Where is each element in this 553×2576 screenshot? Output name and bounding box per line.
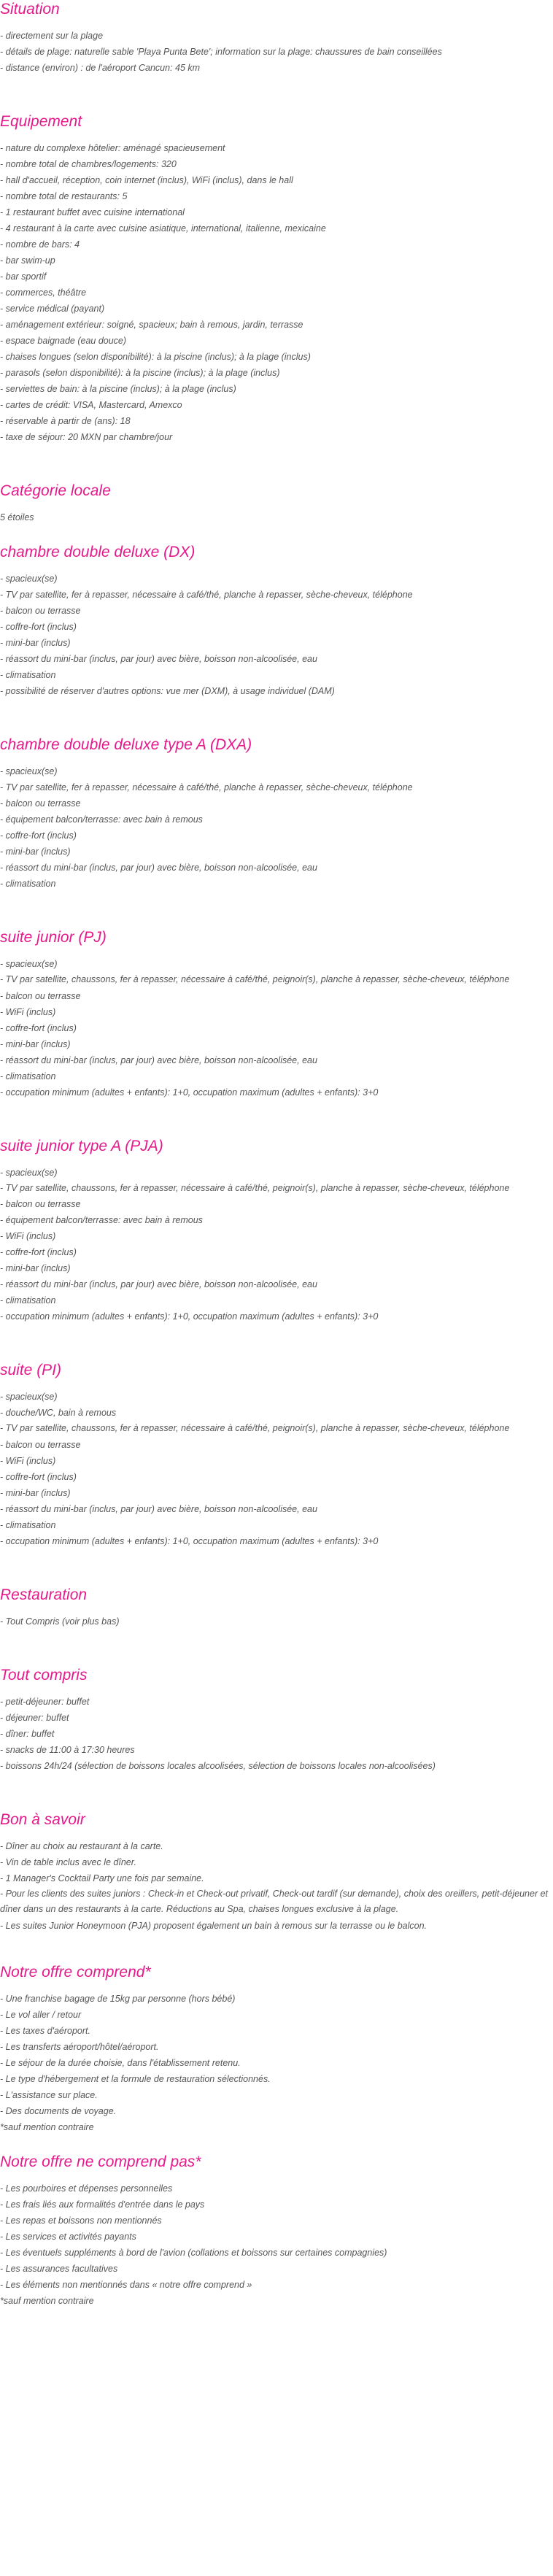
section-title: chambre double deluxe type A (DXA) [0, 736, 252, 753]
section-line: - Tout Compris (voir plus bas) [0, 1616, 120, 1627]
section-title: Notre offre comprend* [0, 1963, 151, 1981]
section-line: - coffre-fort (inclus) [0, 830, 77, 841]
section-room-dxa [0, 736, 553, 892]
section-line: - balcon ou terrasse [0, 606, 81, 616]
section-line: - boissons 24h/24 (sélection de boissons locales alcoolisées, sélection de boissons locales non-alcoolisées) [0, 1760, 436, 1771]
section-line: - Les assurances facultatives [0, 2263, 118, 2274]
section-line: - Les frais liés aux formalités d'entrée dans le pays [0, 2199, 205, 2210]
section-line: - snacks de 11:00 à 17:30 heures [0, 1744, 135, 1755]
section-line: - 1 Manager's Cocktail Party une fois par semaine. [0, 1873, 204, 1883]
section-line: - Les éléments non mentionnés dans « notre offre comprend » [0, 2279, 252, 2290]
section-room-pj [0, 928, 553, 1100]
section-line: - chaises longues (selon disponibilité): à la piscine (inclus); à la plage (inclus) [0, 352, 311, 362]
section-line: - spacieux(se) [0, 1167, 58, 1178]
section-line: - Des documents de voyage. [0, 2105, 117, 2116]
section-line: - mini-bar (inclus) [0, 1263, 71, 1273]
section-line: - équipement balcon/terrasse: avec bain à remous [0, 814, 203, 825]
section-line: - TV par satellite, fer à repasser, nécessaire à café/thé, planche à repasser, sèche-cheveux, téléphone [0, 590, 413, 600]
section-line: - occupation minimum (adultes + enfants): 1+0, occupation maximum (adultes + enfants): 3+0 [0, 1311, 379, 1322]
section-line: - parasols (selon disponibilité): à la piscine (inclus); à la plage (inclus) [0, 368, 280, 378]
section-line: - mini-bar (inclus) [0, 1487, 71, 1498]
section-line: - Le séjour de la durée choisie, dans l'établissement retenu. [0, 2057, 241, 2068]
section-situation [0, 0, 553, 76]
section-line: - Les transferts aéroport/hôtel/aéroport. [0, 2041, 159, 2052]
section-line: - réassort du mini-bar (inclus, par jour) avec bière, boisson non-alcoolisée, eau [0, 1503, 317, 1514]
section-line: - réassort du mini-bar (inclus, par jour) avec bière, boisson non-alcoolisée, eau [0, 654, 317, 664]
section-line: - Les éventuels suppléments à bord de l'avion (collations et boissons sur certaines compagnies) [0, 2247, 387, 2258]
section-line: - WiFi (inclus) [0, 1006, 56, 1017]
section-line: - réassort du mini-bar (inclus, par jour) avec bière, boisson non-alcoolisée, eau [0, 863, 317, 873]
section-line: - climatisation [0, 1071, 56, 1081]
section-title: chambre double deluxe (DX) [0, 544, 196, 560]
section-line: - Une franchise bagage de 15kg par personne (hors bébé) [0, 1993, 236, 2004]
section-title: suite junior type A (PJA) [0, 1137, 163, 1154]
section-line: - détails de plage: naturelle sable 'Playa Punta Bete'; information sur la plage: chaussures de bain conseillées [0, 47, 442, 57]
section-line: - réservable à partir de (ans): 18 [0, 416, 131, 426]
section-line: - coffre-fort (inclus) [0, 1022, 77, 1033]
section-offre-comprend [0, 1963, 553, 2135]
section-line: - bar sportif [0, 271, 47, 282]
section-line: - L'assistance sur place. [0, 2089, 98, 2100]
section-line: - TV par satellite, chaussons, fer à repasser, nécessaire à café/thé, peignoir(s), planche à repasser, sèche-cheveux, téléphone [0, 974, 510, 984]
section-line: - spacieux(se) [0, 574, 58, 584]
section-line: - balcon ou terrasse [0, 990, 81, 1001]
section-line: - climatisation [0, 1295, 56, 1306]
section-line: - Pour les clients des suites juniors : Check-in et Check-out privatif, Check-out tardif (sur demande), choix des oreillers, petit-déjeuner et dîner dans un des restaurants à la carte. Réductions au Spa, chaises longues exclusive à la plage. [0, 1888, 549, 1914]
section-room-dx [0, 543, 553, 699]
section-line: - Dîner au choix au restaurant à la carte. [0, 1840, 163, 1851]
section-line: - 4 restaurant à la carte avec cuisine asiatique, international, italienne, mexicaine [0, 223, 326, 234]
section-title: suite (PI) [0, 1362, 62, 1378]
section-title: Notre offre ne comprend pas* [0, 2153, 201, 2170]
section-line: - coffre-fort (inclus) [0, 1247, 77, 1257]
section-line: *sauf mention contraire [0, 2295, 94, 2306]
section-title: suite junior (PJ) [0, 929, 107, 946]
section-line: - taxe de séjour: 20 MXN par chambre/jour [0, 432, 173, 442]
section-line: - climatisation [0, 1519, 56, 1530]
section-line: - réassort du mini-bar (inclus, par jour) avec bière, boisson non-alcoolisée, eau [0, 1279, 317, 1289]
section-line: - balcon ou terrasse [0, 1439, 81, 1450]
section-line: - dîner: buffet [0, 1728, 55, 1739]
section-categorie-locale [0, 482, 553, 525]
section-line: - hall d'accueil, réception, coin internet (inclus), WiFi (inclus), dans le hall [0, 175, 293, 185]
section-line: - serviettes de bain: à la piscine (inclus); à la plage (inclus) [0, 384, 236, 394]
section-room-pja [0, 1137, 553, 1325]
section-line: - Les services et activités payants [0, 2231, 136, 2242]
section-line: - mini-bar (inclus) [0, 1038, 71, 1049]
section-line: - Vin de table inclus avec le dîner. [0, 1856, 136, 1867]
section-title: Catégorie locale [0, 482, 111, 499]
section-line: - douche/WC, bain à remous [0, 1408, 117, 1418]
section-line: - climatisation [0, 670, 56, 680]
section-line: *sauf mention contraire [0, 2121, 94, 2132]
section-line: - Les taxes d'aéroport. [0, 2025, 90, 2036]
section-offre-ne-comprend-pas [0, 2153, 553, 2309]
section-title: Restauration [0, 1586, 88, 1603]
section-line: - WiFi (inclus) [0, 1231, 56, 1241]
section-bon-a-savoir [0, 1810, 553, 1934]
section-line: 5 étoiles [0, 512, 34, 522]
section-line: - réassort du mini-bar (inclus, par jour) avec bière, boisson non-alcoolisée, eau [0, 1054, 317, 1065]
section-title: Equipement [0, 113, 82, 130]
section-line: - espace baignade (eau douce) [0, 336, 127, 346]
section-line: - nombre total de restaurants: 5 [0, 191, 128, 201]
section-line: - déjeuner: buffet [0, 1712, 69, 1723]
section-line: - occupation minimum (adultes + enfants): 1+0, occupation maximum (adultes + enfants): 3+0 [0, 1535, 379, 1546]
section-line: - mini-bar (inclus) [0, 638, 71, 648]
section-line: - coffre-fort (inclus) [0, 622, 77, 632]
section-line: - coffre-fort (inclus) [0, 1471, 77, 1482]
section-line: - Les pourboires et dépenses personnelles [0, 2183, 173, 2194]
section-line: - possibilité de réserver d'autres options: vue mer (DXM), à usage individuel (DAM) [0, 686, 335, 696]
section-line: - climatisation [0, 879, 56, 889]
section-line: - Les suites Junior Honeymoon (PJA) proposent également un bain à remous sur la terrasse ou le balcon. [0, 1920, 428, 1931]
section-equipement [0, 112, 553, 445]
section-line: - balcon ou terrasse [0, 1199, 81, 1209]
section-room-pi [0, 1361, 553, 1549]
section-line: - Le type d'hébergement et la formule de restauration sélectionnés. [0, 2073, 271, 2084]
section-line: - TV par satellite, chaussons, fer à repasser, nécessaire à café/thé, peignoir(s), planche à repasser, sèche-cheveux, téléphone [0, 1182, 510, 1193]
section-line: - service médical (payant) [0, 304, 105, 314]
section-line: - équipement balcon/terrasse: avec bain à remous [0, 1215, 203, 1225]
section-line: - cartes de crédit: VISA, Mastercard, Amexco [0, 400, 182, 410]
section-line: - occupation minimum (adultes + enfants): 1+0, occupation maximum (adultes + enfants): 3+0 [0, 1087, 379, 1098]
section-line: - Le vol aller / retour [0, 2009, 82, 2020]
section-line: - TV par satellite, chaussons, fer à repasser, nécessaire à café/thé, peignoir(s), planche à repasser, sèche-cheveux, téléphone [0, 1423, 510, 1433]
section-line: - aménagement extérieur: soigné, spacieux; bain à remous, jardin, terrasse [0, 320, 303, 330]
section-line: - Les repas et boissons non mentionnés [0, 2215, 162, 2226]
section-tout-compris [0, 1666, 553, 1774]
section-line: - spacieux(se) [0, 959, 58, 969]
section-line: - directement sur la plage [0, 31, 104, 41]
section-line: - commerces, théâtre [0, 288, 87, 298]
section-title: Bon à savoir [0, 1810, 85, 1828]
section-line: - 1 restaurant buffet avec cuisine international [0, 207, 185, 217]
section-line: - spacieux(se) [0, 766, 58, 776]
section-line: - WiFi (inclus) [0, 1455, 56, 1466]
section-line: - bar swim-up [0, 255, 55, 266]
section-line: - nombre total de chambres/logements: 320 [0, 159, 177, 169]
section-line: - mini-bar (inclus) [0, 847, 71, 857]
section-line: - TV par satellite, fer à repasser, nécessaire à café/thé, planche à repasser, sèche-cheveux, téléphone [0, 782, 413, 793]
section-line: - petit-déjeuner: buffet [0, 1696, 90, 1707]
section-title: Situation [0, 1, 60, 18]
section-line: - balcon ou terrasse [0, 798, 81, 809]
section-line: - nature du complexe hôtelier: aménagé spacieusement [0, 143, 225, 153]
section-restauration [0, 1586, 553, 1630]
section-title: Tout compris [0, 1666, 88, 1684]
section-line: - spacieux(se) [0, 1392, 58, 1402]
section-line: - distance (environ) : de l'aéroport Cancun: 45 km [0, 63, 201, 73]
section-line: - nombre de bars: 4 [0, 239, 80, 250]
